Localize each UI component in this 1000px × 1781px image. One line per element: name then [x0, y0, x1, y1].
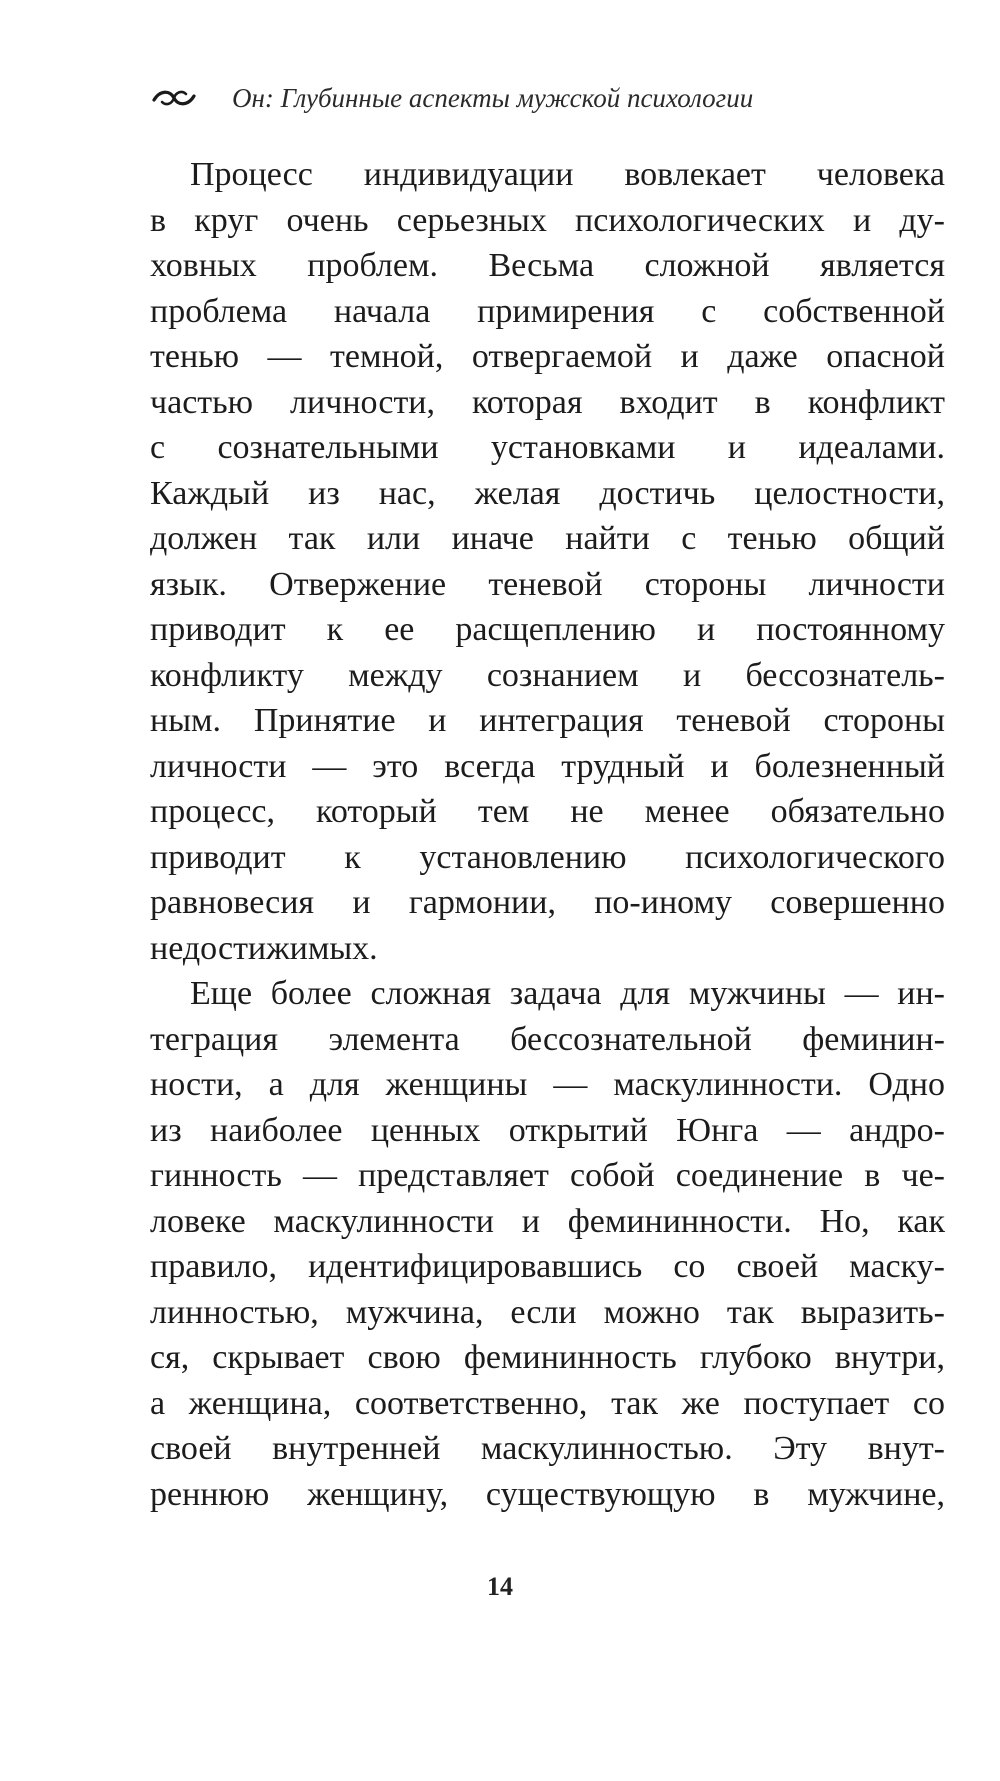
text-line: Процесс индивидуации вовлекает человека — [190, 156, 945, 193]
text-line: своей внутренней маскулинностью. Эту внут- — [150, 1430, 945, 1467]
text-line: Каждый из нас, желая достичь целостности, — [150, 474, 945, 512]
text-line: приводит к установлению психологического — [150, 838, 945, 876]
text-line: тенью — темной, отвергаемой и даже опасной — [150, 338, 945, 375]
text-line: проблема начала примирения с собственной — [150, 292, 945, 330]
text-line: частью личности, которая входит в конфликт — [150, 383, 945, 421]
text-line: а женщина, соответственно, так же поступает со — [150, 1384, 945, 1422]
page-number: 14 — [487, 1572, 513, 1601]
text-line: конфликту между сознанием и бессознатель- — [150, 656, 945, 694]
text-line: Еще более сложная задача для мужчины — ин- — [190, 975, 945, 1012]
text-line: правило, идентифицировавшись со своей маску- — [150, 1248, 945, 1285]
text-line: с сознательными установками и идеалами. — [150, 429, 945, 466]
text-line: приводит к ее расщеплению и постоянному — [150, 611, 945, 648]
running-title: Он: Глубинные аспекты мужской психологии — [232, 82, 754, 113]
text-line: ным. Принятие и интеграция теневой стороны — [150, 702, 945, 739]
text-line: из наиболее ценных открытий Юнга — андро- — [150, 1111, 945, 1149]
text-line: недостижимых. — [150, 929, 378, 967]
paragraph-1 — [150, 152, 945, 971]
text-line: должен так или иначе найти с тенью общий — [150, 520, 945, 557]
text-line: ности, а для женщины — маскулинности. Одно — [150, 1066, 945, 1103]
text-line: линностью, мужчина, если можно так выразить- — [150, 1293, 945, 1331]
text-line: язык. Отвержение теневой стороны личности — [150, 565, 945, 603]
text-line: равновесия и гармонии, по-иному совершенно — [150, 884, 945, 921]
text-line: процесс, который тем не менее обязательно — [150, 793, 945, 830]
text-line: личности — это всегда трудный и болезненный — [150, 747, 945, 785]
text-line: реннюю женщину, существующую в мужчине, — [150, 1475, 945, 1513]
text-line: в круг очень серьезных психологических и ду- — [150, 201, 945, 239]
body-text — [150, 152, 945, 1517]
swash-ornament-icon — [150, 86, 198, 110]
text-line: ся, скрывает свою фемининность глубоко внутри, — [150, 1339, 945, 1376]
paragraph-2 — [150, 971, 945, 1517]
text-line: ховных проблем. Весьма сложной является — [150, 247, 945, 284]
text-line: гинность — представляет собой соединение в че- — [150, 1157, 945, 1194]
running-header — [150, 78, 870, 118]
text-line: ловеке маскулинности и фемининности. Но, как — [150, 1202, 945, 1240]
text-line: теграция элемента бессознательной феминин- — [150, 1020, 945, 1058]
